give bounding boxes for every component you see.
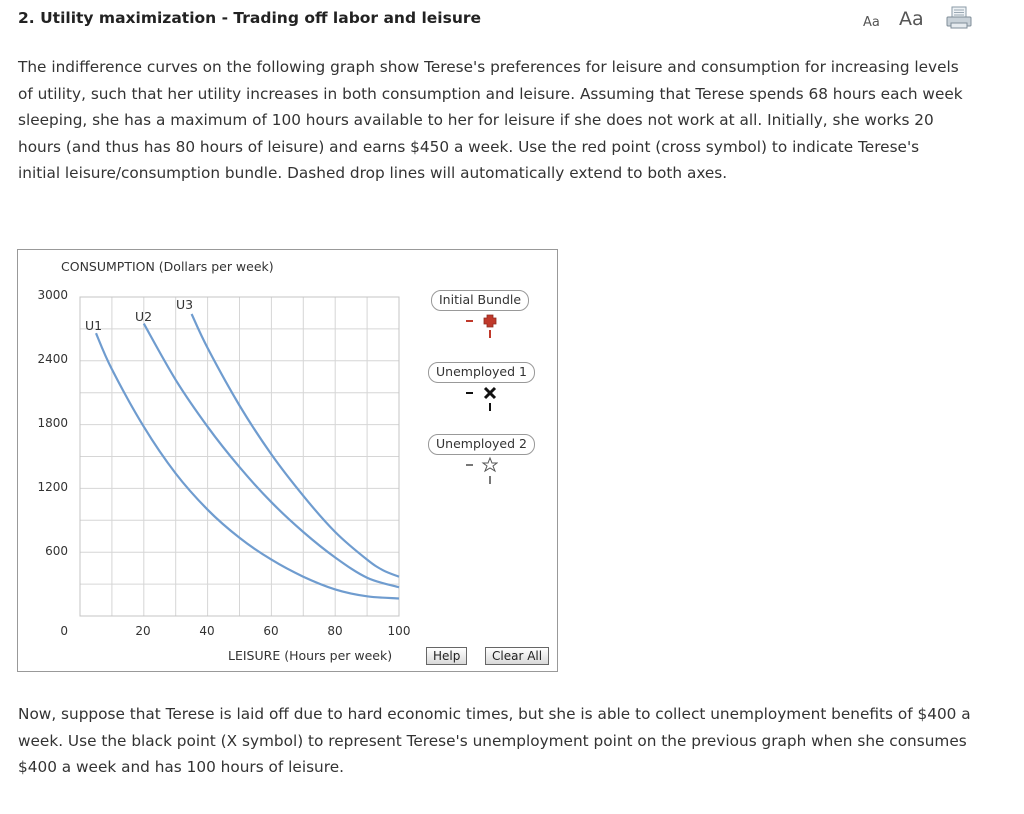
- x-tick-label: 40: [199, 624, 215, 638]
- clear-all-button[interactable]: Clear All: [485, 647, 549, 665]
- curve-label-u1: U1: [85, 318, 103, 333]
- y-tick-label: 1800: [37, 416, 68, 430]
- y-tick-label: 1200: [37, 480, 68, 494]
- print-icon[interactable]: [944, 6, 974, 30]
- red-cross-icon[interactable]: [464, 311, 498, 345]
- y-tick-label: 2400: [37, 352, 68, 366]
- x-tick-label: 20: [135, 624, 151, 638]
- y-axis-title: CONSUMPTION (Dollars per week): [61, 259, 274, 274]
- curve-label-u2: U2: [135, 309, 153, 324]
- y-tick-label: 3000: [37, 288, 68, 302]
- intro-paragraph: The indifference curves on the following graph show Terese's preferences for leisure and consumption for increasing levels of utility, such that her utility increases in both consumption and leisure. Assuming that Terese spends 68 hours each week sleeping, she has a maximum of 100 hours available to her for leisure if she does not work at all. Initially, she works 20 hours (and thus has 80 hours of leisure) and earns $450 a week. Use the red point (cross symbol) to indicate Terese's initial leisure/consumption bundle. Dashed drop lines will automatically extend to both axes.: [18, 58, 963, 182]
- curve-label-u3: U3: [176, 297, 194, 312]
- x-axis-title: LEISURE (Hours per week): [228, 648, 393, 663]
- tool-unemployed-2[interactable]: Unemployed 2: [428, 434, 535, 455]
- black-x-icon[interactable]: [464, 383, 498, 417]
- y-tick-label: 600: [45, 544, 68, 558]
- font-size-small-button[interactable]: Aa: [863, 15, 880, 30]
- x-tick-label: 100: [387, 624, 411, 638]
- help-button[interactable]: Help: [426, 647, 467, 665]
- x-tick-label: 60: [263, 624, 279, 638]
- tool-unemployed-1[interactable]: Unemployed 1: [428, 362, 535, 383]
- font-size-large-button[interactable]: Aa: [899, 8, 924, 30]
- graph-panel: [17, 249, 558, 672]
- followup-paragraph: Now, suppose that Terese is laid off due to hard economic times, but she is able to collect unemployment benefits of $400 a week. Use the black point (X symbol) to represent Terese's unemployment point on the previous graph when she consumes $400 a week and has 100 hours of leisure.: [18, 705, 971, 776]
- x-tick-label: 80: [327, 624, 343, 638]
- tool-initial-bundle[interactable]: Initial Bundle: [431, 290, 529, 311]
- question-title: 2. Utility maximization - Trading off labor and leisure: [18, 9, 482, 27]
- y-tick-label: 0: [60, 624, 68, 638]
- gray-star-icon[interactable]: [464, 455, 498, 489]
- indifference-curve-u1: [96, 333, 399, 598]
